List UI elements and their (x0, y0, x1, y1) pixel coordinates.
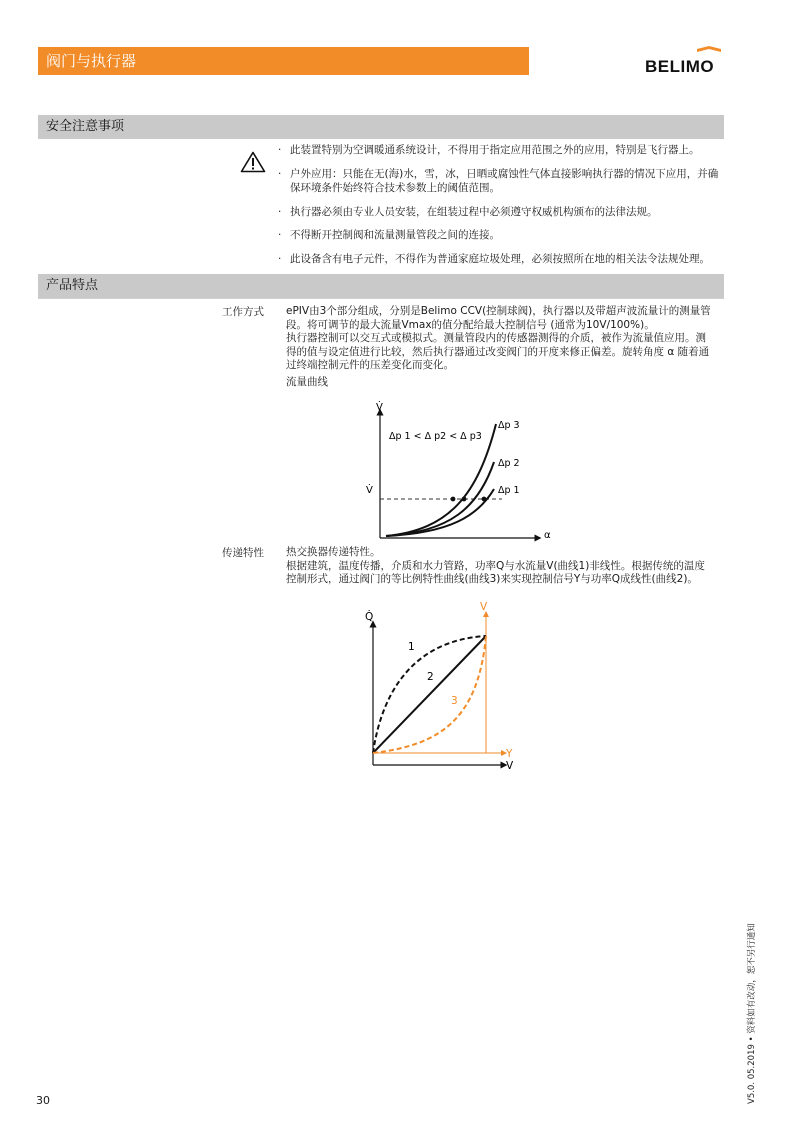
curve-1-label: 1 (408, 641, 415, 653)
divider (38, 298, 724, 299)
safety-heading: 安全注意事项 (38, 115, 724, 139)
x-axis-label: α (544, 530, 551, 541)
pressure-annotation: Δp 1 < Δ p2 < Δ p3 (389, 431, 482, 442)
page-title: 阀门与执行器 (38, 47, 529, 75)
warning-triangle-icon (240, 151, 266, 177)
legend-dp1: Δp 1 (498, 485, 520, 496)
legend-dp2: Δp 2 (498, 458, 520, 469)
working-label: 工作方式 (222, 306, 264, 318)
flow-curve-caption: 流量曲线 (286, 376, 328, 388)
transfer-characteristic-chart (360, 600, 530, 772)
setpoint-label: V̇ (366, 485, 373, 496)
point-dp1 (482, 497, 487, 502)
features-heading: 产品特点 (38, 274, 724, 298)
curve-2-label: 2 (427, 671, 434, 683)
transfer-label: 传递特性 (222, 547, 264, 559)
y-axis-label: V̇ (376, 402, 383, 413)
transfer-description: 热交换器传递特性。 根据建筑，温度传播，介质和水力管路，功率Q与水流量V(曲线1)非线性。根据传统的温度 控制形式，通过阀门的等比例特性曲线(曲线3)来实现控制信号Y与功率Q成线性(曲线2)。 (286, 546, 705, 586)
point-dp2 (462, 497, 467, 502)
point-dp3 (451, 497, 456, 502)
list-item: · 不得断开控制阀和流量测量管段之间的连接。 (278, 229, 500, 241)
list-item: · 此装置特别为空调暖通系统设计，不得用于指定应用范围之外的应用，特别是飞行器上。 (278, 144, 700, 156)
flow-curve-chart (360, 398, 560, 546)
safety-list (278, 143, 724, 275)
x-axis-label: V (506, 760, 514, 772)
y-axis-label: Q̇ (365, 611, 374, 623)
page-number: 30 (36, 1094, 50, 1107)
logo-mark-icon (645, 46, 727, 76)
belimo-logo (645, 46, 727, 80)
list-item: · 户外应用：只能在无(海)水，雪，冰，日晒或腐蚀性气体直接影响执行器的情况下应用，并确保环境条件始终符合技术参数上的阈值范围。 (278, 167, 719, 194)
curve-3-label: 3 (451, 695, 458, 707)
y-signal-axis-label: Y (506, 748, 513, 760)
legend-dp3: Δp 3 (498, 420, 520, 431)
working-description: ePIV由3个部分组成，分别是Belimo CCV(控制球阀)，执行器以及带超声波流量计的测量管 段。将可调节的最大流量Vmax的值分配给最大控制信号 (通常为10V/100%)。 执行器控制可以交互式或模拟式。测量管段内的传感器测得的介质，被作为流量值应用。测 得的值与设定值进行比较，然后执行器通过改变阀门的开度来修正偏差。旋转角度 α 随着通 过终端控制元件的压差变化而变化。 (286, 305, 711, 372)
list-item: · 此设备含有电子元件，不得作为普通家庭垃圾处理，必须按照所在地的相关法令法规处理。 (278, 252, 710, 265)
list-item: · 执行器必须由专业人员安装，在组装过程中必须遵守权威机构颁布的法律法规。 (278, 205, 658, 218)
v-flow-axis-label: V (480, 601, 488, 613)
brand-name: BELIMO (645, 57, 715, 76)
version-note: V5.0. 05.2019 • 资料如有改动，恕不另行通知 (747, 923, 757, 1104)
